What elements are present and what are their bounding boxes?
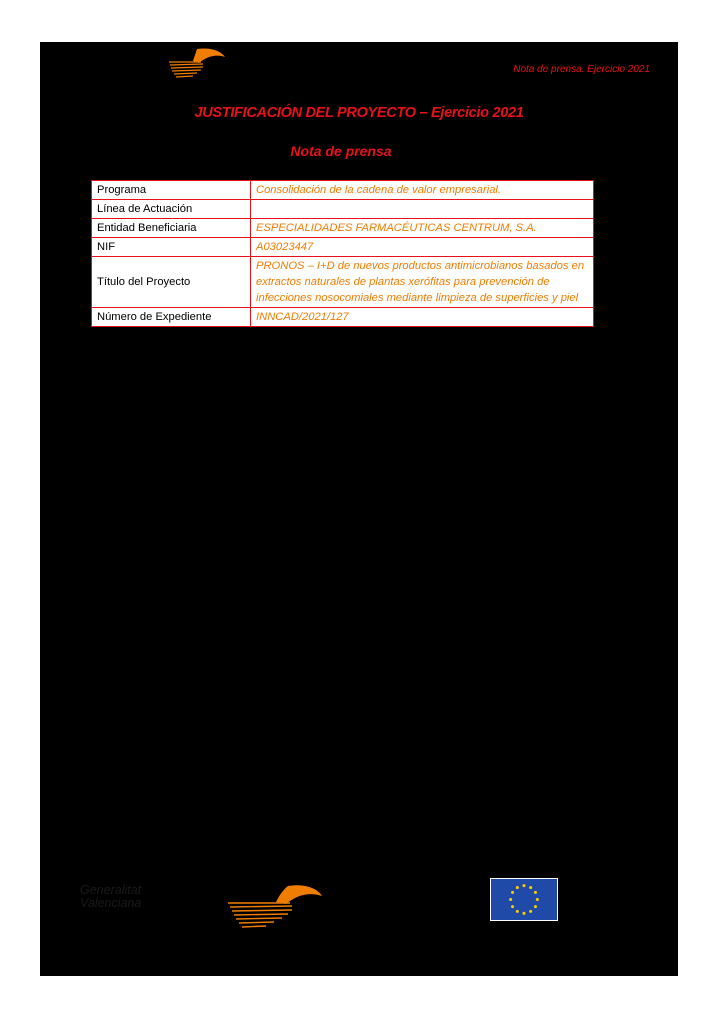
table-row [92, 219, 594, 238]
document-page [40, 42, 678, 976]
table-row [92, 238, 594, 257]
row-value: ESPECIALIDADES FARMACÉUTICAS CENTRUM, S.A. [251, 219, 594, 238]
ivace-logo-icon [167, 45, 227, 81]
row-value: A03023447 [251, 238, 594, 257]
row-label: Línea de Actuación [92, 200, 251, 219]
row-label: Programa [92, 181, 251, 200]
table-row [92, 257, 594, 308]
eu-flag-icon [490, 878, 558, 921]
row-label: NIF [92, 238, 251, 257]
table-row [92, 200, 594, 219]
table-row [92, 181, 594, 200]
project-info-table [91, 180, 594, 327]
ivace-footer-logo-icon [78, 880, 323, 932]
row-value [251, 200, 594, 219]
row-value: INNCAD/2021/127 [251, 308, 594, 327]
running-header: Nota de prensa. Ejercicio 2021 [513, 64, 650, 75]
document-subtitle: Nota de prensa [290, 143, 392, 159]
row-label: Título del Proyecto [92, 257, 251, 308]
row-label: Entidad Beneficiaria [92, 219, 251, 238]
row-value: PRONOS – I+D de nuevos productos antimicrobianos basados en extractos naturales de plantas xerófitas para prevención de infecciones nosocomiales mediante limpieza de superficies y piel [251, 257, 594, 308]
generalitat-logo-text: Generalitat Valenciana [80, 883, 142, 910]
table-row [92, 308, 594, 327]
document-title: JUSTIFICACIÓN DEL PROYECTO – Ejercicio 2021 [194, 105, 524, 121]
row-value: Consolidación de la cadena de valor empresarial. [251, 181, 594, 200]
row-label: Número de Expediente [92, 308, 251, 327]
